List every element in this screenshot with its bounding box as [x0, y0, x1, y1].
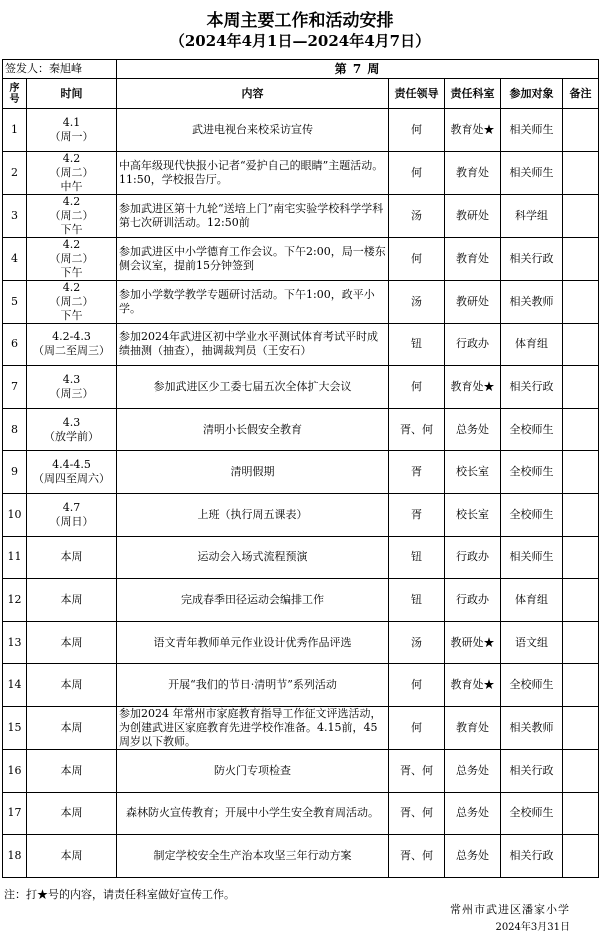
row-number: 8 [3, 408, 27, 451]
row-number: 18 [3, 835, 27, 878]
table-row [3, 451, 599, 494]
row-target: 相关教师 [501, 280, 563, 323]
row-note [563, 366, 599, 409]
row-note [563, 835, 599, 878]
table-row [3, 664, 599, 707]
row-note [563, 579, 599, 622]
row-note [563, 749, 599, 792]
row-leader: 汤 [389, 280, 445, 323]
row-dept: 教育处 [445, 706, 501, 749]
row-number: 1 [3, 109, 27, 152]
row-time: 4.2-4.3 （周二至周三） [27, 323, 117, 366]
row-dept: 总务处 [445, 408, 501, 451]
row-content: 上班（执行周五课表） [117, 493, 389, 536]
row-time: 4.2 （周二） 下午 [27, 237, 117, 280]
row-leader: 胥、何 [389, 408, 445, 451]
table-row [3, 408, 599, 451]
row-note [563, 792, 599, 835]
row-content: 参加武进区第十九轮“送培上门”南宅实验学校科学学科第七次研训活动。12:50前 [117, 194, 389, 237]
row-note [563, 237, 599, 280]
row-dept: 教研处 [445, 280, 501, 323]
row-target: 相关师生 [501, 151, 563, 194]
sign-row [3, 60, 599, 79]
row-content: 参加小学数学教学专题研讨活动。下午1:00，政平小学。 [117, 280, 389, 323]
row-target: 相关行政 [501, 835, 563, 878]
table-row [3, 579, 599, 622]
row-time: 4.2 （周二） 下午 [27, 280, 117, 323]
row-target: 体育组 [501, 579, 563, 622]
row-number: 14 [3, 664, 27, 707]
row-number: 13 [3, 621, 27, 664]
row-note [563, 493, 599, 536]
row-dept: 行政办 [445, 536, 501, 579]
row-target: 相关师生 [501, 109, 563, 152]
row-dept: 总务处 [445, 749, 501, 792]
col-header-target: 参加对象 [501, 79, 563, 109]
row-content: 运动会入场式流程预演 [117, 536, 389, 579]
row-time: 4.2 （周二） 中午 [27, 151, 117, 194]
row-content: 参加武进区中小学德育工作会议。下午2:00，局一楼东侧会议室，提前15分钟签到 [117, 237, 389, 280]
row-target: 相关教师 [501, 706, 563, 749]
table-row [3, 280, 599, 323]
row-leader: 胥 [389, 493, 445, 536]
table-row [3, 536, 599, 579]
row-dept: 校长室 [445, 493, 501, 536]
row-dept: 行政办 [445, 579, 501, 622]
row-dept: 教研处★ [445, 621, 501, 664]
row-dept: 教育处 [445, 151, 501, 194]
row-leader: 钮 [389, 536, 445, 579]
col-header-note: 备注 [563, 79, 599, 109]
table-row [3, 792, 599, 835]
table-row [3, 706, 599, 749]
row-content: 制定学校安全生产治本攻坚三年行动方案 [117, 835, 389, 878]
table-row [3, 109, 599, 152]
row-note [563, 536, 599, 579]
row-content: 参加武进区少工委七届五次全体扩大会议 [117, 366, 389, 409]
row-time: 4.3 （放学前） [27, 408, 117, 451]
row-number: 9 [3, 451, 27, 494]
row-dept: 教研处 [445, 194, 501, 237]
issue-date: 2024年3月31日 [495, 922, 570, 933]
row-note [563, 109, 599, 152]
row-time: 本周 [27, 835, 117, 878]
row-time: 本周 [27, 749, 117, 792]
schedule-table [2, 59, 599, 878]
table-row [3, 621, 599, 664]
row-content: 防火门专项检查 [117, 749, 389, 792]
row-leader: 胥、何 [389, 792, 445, 835]
row-leader: 钮 [389, 323, 445, 366]
row-target: 相关行政 [501, 749, 563, 792]
row-time: 本周 [27, 621, 117, 664]
page-title: 本周主要工作和活动安排 [206, 11, 394, 31]
col-header-content: 内容 [117, 79, 389, 109]
row-dept: 行政办 [445, 323, 501, 366]
row-leader: 汤 [389, 194, 445, 237]
row-content: 中高年级现代快报小记者“爱护自己的眼睛”主题活动。11:50，学校报告厅。 [117, 151, 389, 194]
row-leader: 胥、何 [389, 749, 445, 792]
row-number: 6 [3, 323, 27, 366]
row-content: 完成春季田径运动会编排工作 [117, 579, 389, 622]
col-header-no: 序号 [3, 79, 27, 109]
row-number: 15 [3, 706, 27, 749]
row-content: 语文青年教师单元作业设计优秀作品评选 [117, 621, 389, 664]
row-time: 本周 [27, 579, 117, 622]
signer-label: 签发人：秦旭峰 [3, 60, 117, 79]
row-leader: 胥、何 [389, 835, 445, 878]
row-target: 全校师生 [501, 408, 563, 451]
col-header-time: 时间 [27, 79, 117, 109]
row-note [563, 621, 599, 664]
row-number: 10 [3, 493, 27, 536]
row-leader: 何 [389, 151, 445, 194]
row-time: 4.3 （周三） [27, 366, 117, 409]
row-number: 11 [3, 536, 27, 579]
row-dept: 教育处★ [445, 366, 501, 409]
row-number: 3 [3, 194, 27, 237]
row-time: 4.4-4.5 （周四至周六） [27, 451, 117, 494]
row-leader: 何 [389, 237, 445, 280]
row-note [563, 323, 599, 366]
row-content: 开展“我们的节日·清明节”系列活动 [117, 664, 389, 707]
row-note [563, 408, 599, 451]
header-row [3, 79, 599, 109]
row-leader: 何 [389, 706, 445, 749]
table-row [3, 151, 599, 194]
row-target: 相关行政 [501, 237, 563, 280]
table-row [3, 323, 599, 366]
row-time: 本周 [27, 664, 117, 707]
row-target: 相关师生 [501, 536, 563, 579]
row-time: 4.1 （周一） [27, 109, 117, 152]
row-number: 17 [3, 792, 27, 835]
row-dept: 教育处★ [445, 664, 501, 707]
table-row [3, 493, 599, 536]
row-dept: 教育处★ [445, 109, 501, 152]
row-target: 相关行政 [501, 366, 563, 409]
row-note [563, 194, 599, 237]
row-number: 5 [3, 280, 27, 323]
row-target: 体育组 [501, 323, 563, 366]
row-time: 4.7 （周日） [27, 493, 117, 536]
row-target: 全校师生 [501, 792, 563, 835]
row-leader: 胥 [389, 451, 445, 494]
row-number: 16 [3, 749, 27, 792]
row-content: 参加2024 年常州市家庭教育指导工作征文评选活动，为创建武进区家庭教育先进学校作准备。4.15前，45周岁以下教师。 [117, 706, 389, 749]
row-time: 本周 [27, 706, 117, 749]
row-note [563, 151, 599, 194]
row-target: 全校师生 [501, 451, 563, 494]
col-header-leader: 责任领导 [389, 79, 445, 109]
row-leader: 何 [389, 366, 445, 409]
table-row [3, 749, 599, 792]
row-target: 全校师生 [501, 664, 563, 707]
row-content: 森林防火宣传教育；开展中小学生安全教育周活动。 [117, 792, 389, 835]
row-time: 本周 [27, 536, 117, 579]
page-subtitle: （2024年4月1日—2024年4月7日） [169, 32, 431, 50]
row-dept: 总务处 [445, 792, 501, 835]
row-content: 武进电视台来校采访宣传 [117, 109, 389, 152]
row-dept: 教育处 [445, 237, 501, 280]
row-note [563, 664, 599, 707]
row-dept: 校长室 [445, 451, 501, 494]
row-dept: 总务处 [445, 835, 501, 878]
col-header-dept: 责任科室 [445, 79, 501, 109]
row-target: 全校师生 [501, 493, 563, 536]
row-time: 本周 [27, 792, 117, 835]
table-row [3, 366, 599, 409]
row-note [563, 451, 599, 494]
table-row [3, 835, 599, 878]
row-number: 7 [3, 366, 27, 409]
row-time: 4.2 （周二） 下午 [27, 194, 117, 237]
week-label: 第 7 周 [117, 60, 599, 79]
table-row [3, 194, 599, 237]
row-note [563, 280, 599, 323]
row-number: 2 [3, 151, 27, 194]
footnote: 注：打★号的内容，请责任科室做好宣传工作。 [4, 888, 235, 901]
row-content: 清明小长假安全教育 [117, 408, 389, 451]
row-leader: 汤 [389, 621, 445, 664]
row-number: 12 [3, 579, 27, 622]
row-target: 语文组 [501, 621, 563, 664]
row-leader: 何 [389, 664, 445, 707]
row-note [563, 706, 599, 749]
school-name: 常州市武进区潘家小学 [450, 903, 570, 916]
row-leader: 钮 [389, 579, 445, 622]
row-target: 科学组 [501, 194, 563, 237]
row-leader: 何 [389, 109, 445, 152]
row-number: 4 [3, 237, 27, 280]
row-content: 清明假期 [117, 451, 389, 494]
table-row [3, 237, 599, 280]
row-content: 参加2024年武进区初中学业水平测试体育考试平时成绩抽测（抽查），抽调裁判员（王安石） [117, 323, 389, 366]
